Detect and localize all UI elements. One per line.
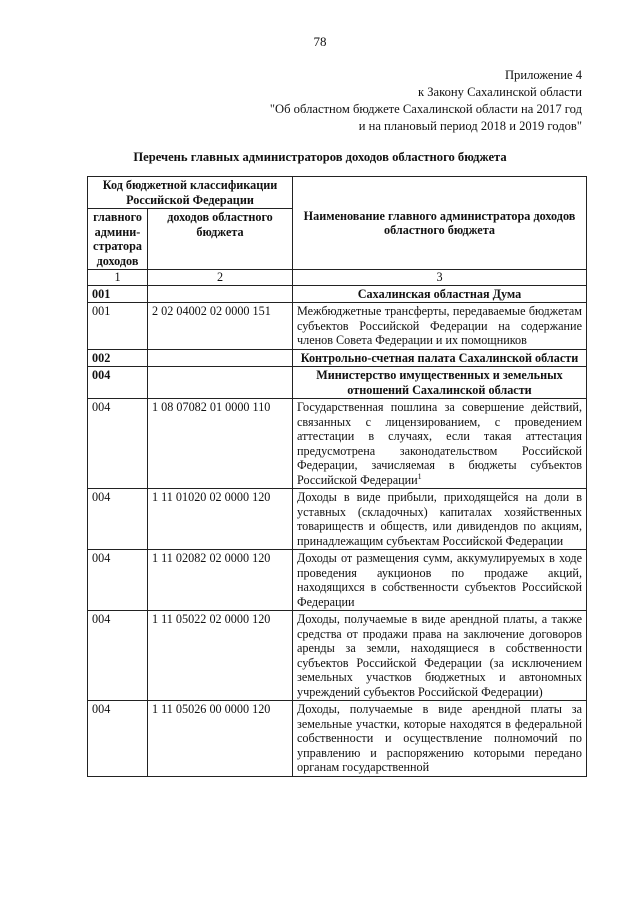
name-cell [293, 303, 587, 350]
revenue-code-cell: 2 02 04002 02 0000 151 [148, 303, 293, 350]
appendix-line: "Об областном бюджете Сахалинской области на 2017 год [269, 102, 582, 116]
name-text: Доходы от размещения сумм, аккумулируемых в ходе проведения аукционов по продаже акций, находящихся в собственности субъектов Российской Федерации [297, 551, 582, 609]
column-number: 1 [88, 270, 148, 286]
appendix-header [270, 67, 582, 135]
administrators-table [87, 176, 587, 777]
table-row [88, 611, 587, 701]
table-row [88, 399, 587, 489]
admin-code-cell: 004 [88, 399, 148, 489]
header-admin: главного админи-стратора доходов [88, 209, 148, 270]
table-row [88, 367, 587, 399]
name-cell [293, 349, 587, 367]
admin-code-cell: 004 [88, 701, 148, 777]
name-text: Доходы, получаемые в виде арендной платы за земельные участки, которые находятся в федеральной собственности и осуществление полномочий по управлению и распоряжению которыми передано органам государственной [297, 702, 582, 774]
admin-code-cell: 004 [88, 367, 148, 399]
revenue-code-cell: 1 11 05022 02 0000 120 [148, 611, 293, 701]
name-cell [293, 285, 587, 303]
name-text: Доходы, получаемые в виде арендной платы, а также средства от продажи права на заключение договоров аренды за земли, находящиеся в собственности субъектов Российской Федерации (за исключением земельных участков бюджетных и автономных учреждений субъектов Российской Федерации) [297, 612, 582, 699]
name-cell [293, 701, 587, 777]
revenue-code-cell: 1 11 05026 00 0000 120 [148, 701, 293, 777]
table-row [88, 303, 587, 350]
column-number: 2 [148, 270, 293, 286]
appendix-line: Приложение 4 [504, 68, 582, 82]
name-cell [293, 367, 587, 399]
column-number: 3 [293, 270, 587, 286]
admin-code-cell: 004 [88, 550, 148, 611]
name-text: Межбюджетные трансферты, передаваемые бюджетам субъектов Российской Федерации на содержание членов Совета Федерации и их помощников [297, 304, 582, 347]
revenue-code-cell [148, 285, 293, 303]
table-row [88, 349, 587, 367]
name-text: Сахалинская областная Дума [357, 286, 522, 301]
admin-code-cell: 001 [88, 303, 148, 350]
name-cell [293, 489, 587, 550]
name-text: Доходы в виде прибыли, приходящейся на доли в уставных (складочных) капиталах хозяйственных товариществ и обществ, или дивидендов по акциям, принадлежащим субъектам Российской Федерации [297, 490, 582, 548]
revenue-code-cell: 1 08 07082 01 0000 110 [148, 399, 293, 489]
header-name: Наименование главного администратора доходов областного бюджета [293, 177, 587, 270]
table-row [88, 550, 587, 611]
header-revenue: доходов областного бюджета [148, 209, 293, 270]
revenue-code-cell [148, 367, 293, 399]
header-kbk: Код бюджетной классификации Российской Федерации [88, 177, 293, 209]
page-number: 78 [313, 34, 327, 49]
name-text: Государственная пошлина за совершение действий, связанных с лицензированием, с проведением аттестации в случаях, если такая аттестация предусмотрена законодательством Российской Федерации, зачисляемая в бюджеты субъектов Российской Федерации [297, 400, 582, 487]
table-header-row [88, 177, 587, 209]
table-row [88, 701, 587, 777]
admin-code-cell: 002 [88, 349, 148, 367]
revenue-code-cell [148, 349, 293, 367]
table-row [88, 285, 587, 303]
column-number-row [88, 270, 587, 286]
footnote-marker: 1 [417, 471, 422, 481]
document-title: Перечень главных администраторов доходов областного бюджета [133, 150, 507, 164]
name-text: Контрольно-счетная палата Сахалинской области [300, 350, 579, 365]
admin-code-cell: 004 [88, 611, 148, 701]
appendix-line: и на плановый период 2018 и 2019 годов" [358, 119, 582, 133]
revenue-code-cell: 1 11 01020 02 0000 120 [148, 489, 293, 550]
appendix-line: к Закону Сахалинской области [417, 85, 582, 99]
revenue-code-cell: 1 11 02082 02 0000 120 [148, 550, 293, 611]
admin-code-cell: 001 [88, 285, 148, 303]
name-cell [293, 611, 587, 701]
admin-code-cell: 004 [88, 489, 148, 550]
name-text: Министерство имущественных и земельных отношений Сахалинской области [316, 368, 563, 397]
name-cell [293, 550, 587, 611]
table-row [88, 489, 587, 550]
name-cell [293, 399, 587, 489]
